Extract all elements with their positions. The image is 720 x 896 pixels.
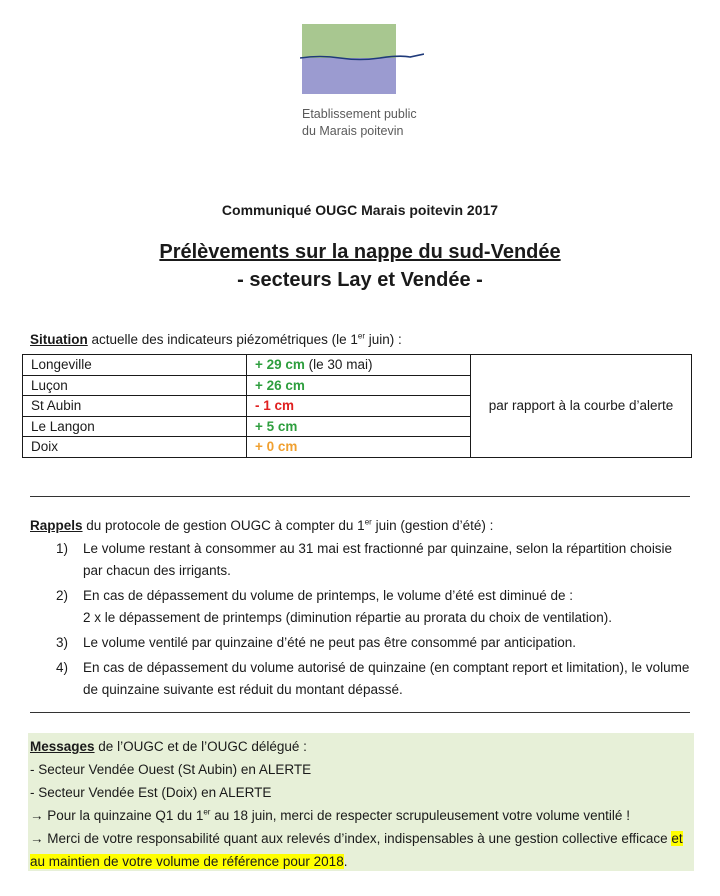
list-item bbox=[30, 657, 695, 701]
message-line-1: - Secteur Vendée Ouest (St Aubin) en ALERTE bbox=[30, 762, 312, 777]
site-value: - 1 cm bbox=[255, 398, 295, 414]
situation-label: Situation bbox=[30, 332, 88, 347]
document-title bbox=[0, 238, 720, 294]
item-text: Le volume ventilé par quinzaine d’été ne peut pas être consommé par anticipation. bbox=[83, 635, 577, 650]
site-name: Luçon bbox=[23, 375, 247, 396]
item-number: 3) bbox=[56, 635, 69, 650]
item-text-line-2: 2 x le dépassement de printemps (diminution répartie au prorata du choix de ventilation). bbox=[83, 610, 613, 625]
table-row bbox=[23, 355, 692, 376]
site-value-cell bbox=[247, 396, 471, 417]
site-value: + 26 cm bbox=[255, 377, 305, 393]
marais-poitevin-logo bbox=[300, 24, 424, 94]
title-line-1: Prélèvements sur la nappe du sud-Vendée bbox=[159, 241, 561, 263]
site-value: + 29 cm bbox=[255, 357, 305, 373]
message-line-2: - Secteur Vendée Est (Doix) en ALERTE bbox=[30, 785, 272, 800]
item-number: 2) bbox=[56, 588, 69, 603]
separator-line bbox=[30, 712, 690, 713]
site-name: Le Langon bbox=[23, 416, 247, 437]
site-value-cell bbox=[247, 355, 471, 376]
list-item bbox=[30, 632, 695, 654]
situation-sup: er bbox=[357, 331, 366, 341]
situation-heading bbox=[30, 332, 402, 347]
item-text-line-1: En cas de dépassement du volume de printemps, le volume d’été est diminué de : bbox=[83, 588, 574, 603]
message-line-3-sup: er bbox=[203, 807, 211, 817]
item-number: 1) bbox=[56, 541, 69, 556]
item-text: En cas de dépassement du volume autorisé de quinzaine (en comptant report et limitation), le volume de quinzaine suivante est réduit du montant dépassé. bbox=[83, 660, 690, 697]
site-name: St Aubin bbox=[23, 396, 247, 417]
situation-text-after: juin) : bbox=[365, 332, 402, 347]
rappels-sup: er bbox=[364, 517, 372, 527]
messages-intro: de l’OUGC et de l’OUGC délégué : bbox=[94, 739, 307, 754]
messages-heading bbox=[30, 735, 694, 758]
site-value: + 5 cm bbox=[255, 418, 298, 434]
message-line-4-end: . bbox=[343, 854, 348, 869]
rappels-text-before: du protocole de gestion OUGC à compter du 1 bbox=[82, 518, 365, 533]
rappels-text-after: juin (gestion d’été) : bbox=[371, 518, 494, 533]
rappels-label: Rappels bbox=[30, 518, 83, 533]
logo-blue-block bbox=[302, 58, 396, 94]
site-value: + 0 cm bbox=[255, 439, 298, 455]
site-name: Doix bbox=[23, 437, 247, 458]
rappels-heading bbox=[30, 518, 493, 533]
logo-text bbox=[302, 106, 417, 140]
separator-line bbox=[30, 496, 690, 497]
message-line-4 bbox=[30, 827, 694, 873]
situation-text-before: actuelle des indicateurs piézométriques (le 1 bbox=[87, 332, 358, 347]
message-line-3 bbox=[30, 804, 694, 827]
item-text: Le volume restant à consommer au 31 mai est fractionné par quinzaine, selon la répartition choisie par chacun des irrigants. bbox=[83, 541, 673, 578]
site-value-cell bbox=[247, 375, 471, 396]
list-item bbox=[30, 538, 695, 582]
site-name: Longeville bbox=[23, 355, 247, 376]
messages-box bbox=[28, 733, 694, 871]
message-highlight: et au maintien de votre volume de référence pour 2018 bbox=[30, 831, 683, 869]
site-value-cell bbox=[247, 416, 471, 437]
list-item bbox=[30, 585, 695, 629]
message-line-4-text: → Merci de votre responsabilité quant aux relevés d’index, indispensables à une gestion collective efficace bbox=[30, 831, 672, 846]
indicator-table bbox=[22, 354, 692, 458]
site-value-cell bbox=[247, 437, 471, 458]
site-value-note: (le 30 mai) bbox=[304, 357, 373, 373]
message-line-3-before: → Pour la quinzaine Q1 du 1 bbox=[30, 808, 204, 823]
reference-note: par rapport à la courbe d’alerte bbox=[471, 355, 692, 458]
communique-heading: Communiqué OUGC Marais poitevin 2017 bbox=[221, 202, 499, 218]
logo-line-2: du Marais poitevin bbox=[302, 124, 404, 138]
logo-green-block bbox=[302, 24, 396, 58]
logo-line-1: Etablissement public bbox=[302, 107, 417, 121]
item-number: 4) bbox=[56, 660, 69, 675]
messages-label: Messages bbox=[30, 739, 95, 754]
rappels-list bbox=[30, 538, 695, 704]
message-line-3-after: au 18 juin, merci de respecter scrupuleusement votre volume ventilé ! bbox=[210, 808, 630, 823]
title-line-2: - secteurs Lay et Vendée - bbox=[237, 269, 483, 291]
